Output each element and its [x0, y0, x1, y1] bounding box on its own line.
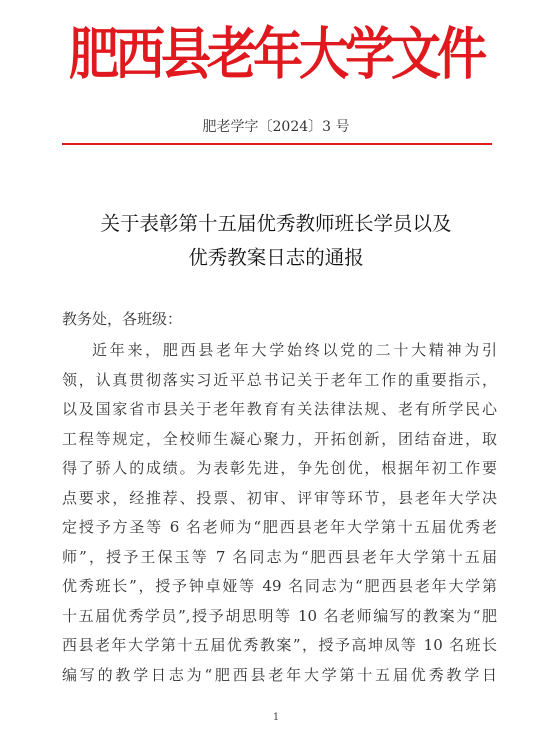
body-paragraph	[62, 336, 497, 690]
notice-title	[0, 207, 552, 275]
body-line: 点要求，经推荐、投票、初审、评审等环节，县老年大学决	[62, 488, 497, 507]
body-line: 师”，授予王保玉等 7 名同志为“肥西县老年大学第十五届	[62, 547, 497, 566]
notice-title-line-1: 关于表彰第十五届优秀教师班长学员以及	[100, 212, 452, 235]
body-line: 得了骄人的成绩。为表彰先进，争先创优，根据年初工作要	[62, 459, 497, 477]
body-line: 领，认真贯彻落实习近平总书记关于老年工作的重要指示，	[62, 370, 497, 389]
masthead-title: 肥西县老年大学文件	[69, 20, 483, 87]
body-line: 以及国家省市县关于老年教育有关法律法规、老有所学民心	[62, 400, 497, 418]
body-line: 西县老年大学第十五届优秀教案”，授予高坤凤等 10 名班长	[62, 636, 497, 654]
body-line: 工程等规定，全校师生凝心聚力，开拓创新，团结奋进，取	[62, 429, 497, 448]
body-line: 十五届优秀学员”,授予胡思明等 10 名老师编写的教案为“肥	[62, 606, 497, 625]
body-line: 优秀班长”，授予钟卓娅等 49 名同志为“肥西县老年大学第	[62, 577, 497, 595]
page-number: 1	[272, 712, 280, 723]
salutation: 教务处，各班级：	[62, 310, 183, 328]
body-line: 编写的教学日志为“肥西县老年大学第十五届优秀教学日	[62, 665, 497, 684]
body-line: 定授予方圣等 6 名老师为“肥西县老年大学第十五届优秀老	[62, 518, 497, 536]
notice-title-line-2: 优秀教案日志的通报	[188, 246, 364, 269]
red-divider-rule	[62, 143, 492, 145]
document-number: 肥老学字〔2024〕3 号	[202, 119, 350, 135]
body-line: 近年来，肥西县老年大学始终以党的二十大精神为引	[92, 341, 497, 359]
